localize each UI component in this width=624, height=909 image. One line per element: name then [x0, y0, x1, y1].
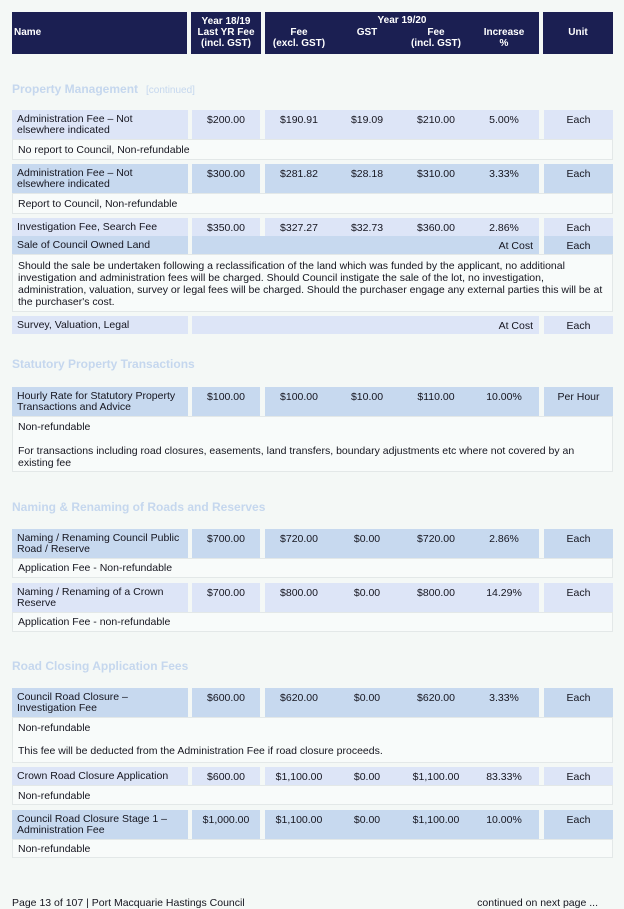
fee-row-name	[12, 164, 188, 193]
last-year-fee	[192, 110, 260, 139]
cell-text: GST	[356, 27, 378, 38]
fee-note	[12, 612, 613, 632]
header-unit: Unit	[568, 27, 588, 38]
cell-text: Should the sale be undertaken following a reclassification of the land which was funded by the applicant, no additional investigation and administration fees will be charged. Should Council instigate the sale of the lot, no investigation, administration, valuation, survey or legal fees will be charged. Should the purchaser engage any external parties this will be at the purchaser's cost.	[18, 260, 603, 308]
gst-amount: $28.18	[350, 168, 384, 180]
increase-pct: 83.33%	[486, 771, 522, 783]
year-1920-group	[265, 164, 539, 193]
cell-text: No report to Council, Non-refundable	[18, 144, 190, 156]
last-year-fee	[192, 810, 260, 839]
cell-text: Council Road Closure – Investigation Fee	[17, 691, 128, 714]
year-1920-group	[265, 529, 539, 558]
header-year-label: Year 19/20	[377, 15, 427, 26]
fee-incl-gst: $1,100.00	[412, 771, 460, 783]
cell-text: Report to Council, Non-refundable	[18, 198, 178, 210]
cell-text: Each	[566, 814, 591, 826]
cell-text: Naming / Renaming Council Public Road / Reserve	[17, 532, 180, 555]
fee-note	[12, 254, 613, 312]
cell-text: Crown Road Closure Application	[17, 770, 169, 782]
gst-amount: $0.00	[353, 771, 381, 783]
fee-note	[12, 416, 613, 472]
last-year-fee	[192, 529, 260, 558]
unit-cell	[544, 688, 613, 717]
header-fee-excl	[271, 27, 327, 49]
cell-text: At Cost	[498, 320, 533, 332]
cell-text: Each	[566, 222, 591, 234]
header-name: Name	[14, 27, 42, 38]
fee-row-name	[12, 583, 188, 612]
cell-text: $100.00	[207, 391, 245, 403]
gst-amount: $0.00	[353, 814, 381, 826]
header-unit-cell	[543, 12, 613, 54]
cell-text: Sale of Council Owned Land	[17, 239, 151, 251]
fee-note	[12, 785, 613, 805]
fee-row-name	[12, 529, 188, 558]
cell-text: Each	[566, 587, 591, 599]
fee-excl-gst: $1,100.00	[275, 814, 323, 826]
fee-row-name	[12, 236, 188, 254]
gst-amount: $10.00	[350, 391, 384, 403]
header-fee-incl	[405, 27, 467, 49]
fee-note	[12, 139, 613, 160]
cell-text: $700.00	[207, 587, 245, 599]
cell-text: Increase	[483, 27, 525, 38]
cell-text: Application Fee - Non-refundable	[18, 562, 173, 574]
fee-note	[12, 717, 613, 763]
fee-row-name	[12, 767, 188, 785]
fee-incl-gst: $720.00	[417, 533, 455, 545]
fee-incl-gst: $620.00	[417, 692, 455, 704]
unit-cell	[544, 110, 613, 139]
fee-excl-gst: $1,100.00	[275, 771, 323, 783]
year-1920-group	[265, 767, 539, 785]
section-title	[12, 500, 265, 514]
increase-pct: 5.00%	[489, 114, 519, 126]
cell-text: Each	[566, 168, 591, 180]
section-property-management: Property Management	[12, 82, 139, 96]
year-1920-group	[265, 583, 539, 612]
fee-note-detail: This fee will be deducted from the Administration Fee if road closure proceeds.	[18, 745, 383, 757]
last-year-fee	[192, 387, 260, 416]
fee-incl-gst: $110.00	[417, 391, 455, 403]
year-1920-group	[265, 810, 539, 839]
fee-row-name	[12, 387, 188, 416]
last-year-fee	[192, 218, 260, 236]
cell-text: Non-refundable	[18, 421, 91, 433]
fee-excl-gst: $620.00	[280, 692, 318, 704]
year-1920-group	[265, 110, 539, 139]
increase-pct: 3.33%	[489, 168, 519, 180]
cell-text: Each	[566, 320, 591, 332]
fee-incl-gst: $360.00	[417, 222, 455, 234]
unit-cell	[544, 767, 613, 785]
gst-amount: $0.00	[353, 587, 381, 599]
section-naming-renaming: Naming & Renaming of Roads and Reserves	[12, 500, 266, 514]
header-gst	[337, 27, 397, 38]
fee-row-name	[12, 316, 188, 334]
header-last-year-fee	[191, 12, 261, 54]
gst-amount: $19.09	[350, 114, 384, 126]
continued-footer: continued on next page ...	[477, 897, 598, 909]
cell-text: Each	[566, 240, 591, 252]
gst-amount: $0.00	[353, 533, 381, 545]
year-1920-group	[265, 218, 539, 236]
unit-cell	[544, 236, 613, 254]
cell-text: $200.00	[207, 114, 245, 126]
fee-incl-gst: $310.00	[417, 168, 455, 180]
at-cost-cell	[192, 316, 539, 334]
cell-text: Investigation Fee, Search Fee	[17, 221, 158, 233]
fee-excl-gst: $100.00	[280, 391, 318, 403]
fee-row-name	[12, 218, 188, 236]
cell-text: Fee	[290, 27, 308, 38]
fee-excl-gst: $800.00	[280, 587, 318, 599]
continued-label: [continued]	[146, 85, 195, 96]
cell-text: Hourly Rate for Statutory Property Transactions and Advice	[17, 390, 176, 413]
cell-text: Application Fee - non-refundable	[18, 616, 171, 628]
unit-cell	[544, 316, 613, 334]
fee-excl-gst: $190.91	[280, 114, 318, 126]
cell-text: (excl. GST)	[272, 38, 326, 49]
increase-pct: 3.33%	[489, 692, 519, 704]
header-incl-gst: (incl. GST)	[201, 38, 251, 49]
year-1920-group	[265, 387, 539, 416]
fee-note	[12, 193, 613, 214]
section-title	[12, 82, 195, 96]
cell-text: $1,000.00	[202, 814, 250, 826]
fee-excl-gst: $720.00	[280, 533, 318, 545]
section-title	[12, 357, 195, 371]
unit-cell	[544, 387, 613, 416]
increase-pct: 14.29%	[486, 587, 522, 599]
fee-note-detail: For transactions including road closures, easements, land transfers, boundary adjustments etc where not covered by an existing fee	[18, 445, 575, 469]
cell-text: Each	[566, 533, 591, 545]
unit-cell	[544, 810, 613, 839]
cell-text: Per Hour	[557, 391, 600, 403]
unit-cell	[544, 529, 613, 558]
cell-text: Non-refundable	[18, 790, 91, 802]
fee-excl-gst: $281.82	[280, 168, 318, 180]
cell-text: $600.00	[207, 692, 245, 704]
at-cost-cell	[192, 236, 539, 254]
cell-text: Naming / Renaming of a Crown Reserve	[17, 586, 164, 609]
fee-note	[12, 839, 613, 858]
cell-text: Administration Fee – Not elsewhere indicated	[17, 167, 133, 190]
cell-text: At Cost	[498, 240, 533, 252]
cell-text: Council Road Closure Stage 1 – Administration Fee	[17, 813, 168, 836]
cell-text: Each	[566, 771, 591, 783]
last-year-fee	[192, 688, 260, 717]
fee-row-name	[12, 688, 188, 717]
header-name-cell	[12, 12, 187, 54]
page-footer: Page 13 of 107 | Port Macquarie Hastings Council	[12, 897, 245, 909]
fee-incl-gst: $210.00	[417, 114, 455, 126]
header-last-yr-fee: Last YR Fee	[197, 27, 255, 38]
unit-cell	[544, 583, 613, 612]
header-increase	[473, 27, 535, 49]
table-header	[12, 12, 613, 54]
increase-pct: 10.00%	[486, 391, 522, 403]
section-title	[12, 659, 188, 673]
fee-note	[12, 558, 613, 578]
gst-amount: $32.73	[350, 222, 384, 234]
header-year-1819: Year 18/19	[201, 16, 251, 27]
fee-row-name	[12, 110, 188, 139]
cell-text: Each	[566, 692, 591, 704]
cell-text: Non-refundable	[18, 722, 91, 734]
increase-pct: 2.86%	[489, 222, 519, 234]
cell-text: $700.00	[207, 533, 245, 545]
cell-text: (incl. GST)	[411, 38, 461, 49]
last-year-fee	[192, 583, 260, 612]
header-year-1920	[265, 12, 539, 54]
cell-text: Non-refundable	[18, 843, 91, 855]
year-1920-group	[265, 688, 539, 717]
increase-pct: 2.86%	[489, 533, 519, 545]
cell-text: $600.00	[207, 771, 245, 783]
fee-incl-gst: $1,100.00	[412, 814, 460, 826]
fee-incl-gst: $800.00	[417, 587, 455, 599]
unit-cell	[544, 164, 613, 193]
fee-row-name	[12, 810, 188, 839]
last-year-fee	[192, 767, 260, 785]
cell-text: %	[499, 38, 509, 49]
cell-text: Survey, Valuation, Legal	[17, 319, 130, 331]
section-road-closing: Road Closing Application Fees	[12, 659, 189, 673]
cell-text: $350.00	[207, 222, 245, 234]
section-statutory-property: Statutory Property Transactions	[12, 357, 195, 371]
gst-amount: $0.00	[353, 692, 381, 704]
unit-cell	[544, 218, 613, 236]
cell-text: $300.00	[207, 168, 245, 180]
cell-text: Fee	[427, 27, 445, 38]
cell-text: Each	[566, 114, 591, 126]
fee-excl-gst: $327.27	[280, 222, 318, 234]
last-year-fee	[192, 164, 260, 193]
cell-text: Administration Fee – Not elsewhere indicated	[17, 113, 133, 136]
increase-pct: 10.00%	[486, 814, 522, 826]
